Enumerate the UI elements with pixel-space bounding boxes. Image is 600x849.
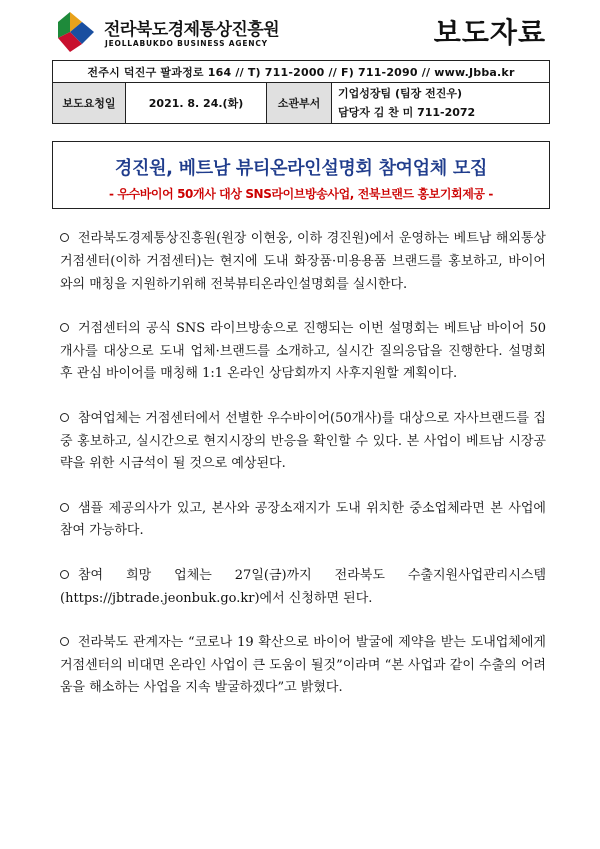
paragraph (60, 408, 546, 476)
org-name: 전라북도경제통상진흥원 (104, 20, 280, 40)
dept-contact: 담당자 김 찬 미 711-2072 (338, 106, 476, 119)
agency-logo-icon (56, 10, 96, 54)
headline-box (52, 141, 550, 209)
paragraph-text: 거점센터의 공식 SNS 라이브방송으로 진행되는 이번 설명회는 베트남 바이어 50개사를 대상으로 도내 업체·브랜드를 소개하고, 실시간 질의응답을 진행한다. 설명회 후 관심 바이어를 매칭해 1:1 온라인 상담회까지 사후지원할 계획이다. (60, 320, 546, 382)
circle-bullet-icon (60, 637, 69, 646)
circle-bullet-icon (60, 323, 69, 332)
document-type: 보도자료 (433, 16, 546, 49)
article-body (60, 228, 546, 722)
paragraph (60, 632, 546, 700)
dept-name: 기업성장팀 (팀장 전진우) (338, 87, 462, 100)
paragraph-text: 전라북도 관계자는 “코로나 19 확산으로 바이어 발굴에 제약을 받는 도내업체에게 거점센터의 비대면 온라인 사업이 큰 도움이 될것”이라며 “본 사업과 같이 수출의 어려움을 해소하는 사업을 지속 발굴하겠다”고 밝혔다. (60, 634, 546, 696)
circle-bullet-icon (60, 570, 69, 579)
paragraph (60, 228, 546, 296)
circle-bullet-icon (60, 413, 69, 422)
info-table (52, 60, 550, 124)
paragraph-text: 참여업체는 거점센터에서 선별한 우수바이어(50개사)를 대상으로 자사브랜드를 집중 홍보하고, 실시간으로 현지시장의 반응을 확인할 수 있다. 본 사업이 베트남 시장공략을 위한 시금석이 될 것으로 예상된다. (60, 410, 546, 472)
paragraph (60, 318, 546, 386)
dept-info (332, 83, 550, 124)
headline-subtitle: - 우수바이어 50개사 대상 SNS라이브방송사업, 전북브랜드 홍보기회제공 - (109, 187, 493, 201)
paragraph-text: 샘플 제공의사가 있고, 본사와 공장소재지가 도내 위치한 중소업체라면 본 사업에 참여 가능하다. (60, 500, 546, 539)
paragraph-text: 전라북도경제통상진흥원(원장 이현웅, 이하 경진원)에서 운영하는 베트남 해외통상거점센터(이하 거점센터)는 현지에 도내 화장품·미용용품 브랜드를 홍보하고, 바이어와의 매칭을 지원하기위해 전북뷰티온라인설명회를 실시한다. (60, 231, 546, 292)
paragraph (60, 565, 546, 611)
dept-label: 소관부서 (267, 83, 332, 124)
circle-bullet-icon (60, 233, 69, 242)
request-date-value: 2021. 8. 24.(화) (126, 83, 267, 124)
request-date-label: 보도요청일 (53, 83, 126, 124)
paragraph-text: 참여 희망 업체는 27일(금)까지 전라북도 수출지원사업관리시스템(https://jbtrade.jeonbuk.go.kr)에서 신청하면 된다. (60, 567, 546, 606)
org-subtitle: JEOLLABUKDO BUSINESS AGENCY (105, 39, 268, 48)
address-line: 전주시 덕진구 팔과정로 164 // T) 711-2000 // F) 711-2090 // www.Jbba.kr (53, 61, 550, 83)
document-header (52, 8, 550, 58)
paragraph (60, 498, 546, 544)
headline-title: 경진원, 베트남 뷰티온라인설명회 참여업체 모집 (114, 158, 488, 179)
circle-bullet-icon (60, 503, 69, 512)
